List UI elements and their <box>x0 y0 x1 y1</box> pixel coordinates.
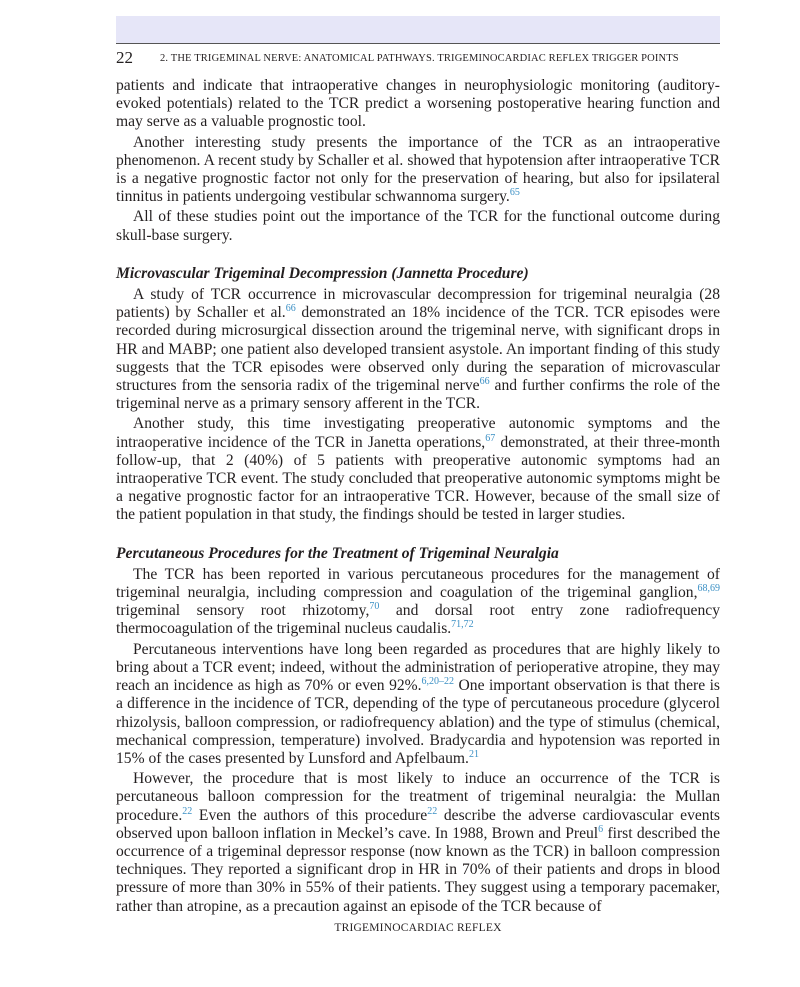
header-band <box>116 16 720 43</box>
paragraph <box>116 77 720 132</box>
paragraph-text: A study of TCR occurrence in microvascular decompression for trigeminal neuralgia (28 patients) by Schaller et al. <box>116 286 720 322</box>
paragraph-text: Percutaneous interventions have long been regarded as procedures that are highly likely to bring about a TCR event; indeed, without the administration of perioperative atropine, they may reach an incidence as high as 70% or even 92%. <box>116 640 720 695</box>
paragraph-text: Even the authors of this procedure <box>192 806 428 824</box>
reference-link[interactable]: 6,20–22 <box>421 675 455 687</box>
paragraph-text: trigeminal sensory root rhizotomy, <box>116 602 370 620</box>
paragraph-text: However, the procedure that is most likely to induce an occurrence of the TCR is percutaneous balloon compression for the treatment of trigeminal neuralgia: the Mullan procedure. <box>116 770 720 824</box>
paragraph-text: first described the occurrence of a trigeminal depressor response (now known as the TCR) in balloon compression techniques. They reported a significant drop in HR in 70% of their patients and drops in blood pressure of more than 30% in 55% of their patients. They suggest using a temporary pacemaker, rather than atropine, as a precaution against an episode of the TCR because of <box>116 824 720 915</box>
section-heading: Percutaneous Procedures for the Treatment of Trigeminal Neuralgia <box>116 544 559 562</box>
page-footer: TRIGEMINOCARDIAC REFLEX <box>334 922 502 934</box>
reference-link[interactable]: 22 <box>427 805 438 817</box>
paragraph-text: The TCR has been reported in various percutaneous procedures for the management of trigeminal neuralgia, including compression and coagulation of the trigeminal ganglion, <box>116 565 720 602</box>
paragraph <box>116 286 720 413</box>
page-number: 22 <box>116 48 133 67</box>
reference-link[interactable]: 21 <box>468 748 479 760</box>
paragraph-text: patients and indicate that intraoperative changes in neurophysiologic monitoring (auditory-evoked potentials) related to the TCR predict a worsening postoperative hearing function and may serve as a valuable prognostic tool. <box>116 77 720 131</box>
reference-link[interactable]: 22 <box>182 805 193 817</box>
reference-link[interactable]: 6 <box>598 823 604 835</box>
paragraph-text: Another study, this time investigating preoperative autonomic symptoms and the intraoperative incidence of the TCR in Janetta operations, <box>116 415 720 451</box>
body-text <box>116 77 720 916</box>
paragraph-text: demonstrated, at their three-month follow-up, that 2 (40%) of 5 patients with preoperative autonomic symptoms had an intraoperative TCR event. The study concluded that preoperative autonomic symptoms might be a negative prognostic factor for an intraoperative TCR. However, because of the small size of the patient population in that study, the findings should be tested in larger studies. <box>116 433 721 524</box>
header-rule <box>116 43 720 44</box>
paragraph <box>116 208 720 244</box>
paragraph <box>116 566 720 639</box>
paragraph <box>116 134 720 207</box>
running-head: 2. THE TRIGEMINAL NERVE: ANATOMICAL PATHWAYS. TRIGEMINOCARDIAC REFLEX TRIGGER POINTS <box>160 53 679 64</box>
reference-link[interactable]: 71,72 <box>451 619 474 631</box>
paragraph-text: demonstrated an 18% incidence of the TCR. TCR episodes were recorded during microsurgical dissection around the trigeminal nerve, with significant drops in HR and MABP; one patient also developed transient asystole. An important finding of this study suggests that the TCR episodes were observed only during the separation of microvascular structures from the sensoria radix of the trigeminal nerve <box>116 304 720 395</box>
paragraph <box>116 415 720 524</box>
paragraph-text: Another interesting study presents the importance of the TCR as an intraoperative phenomenon. A recent study by Schaller et al. showed that hypotension after intraoperative TCR is a negative prognostic factor not only for the preservation of hearing, but also for ipsilateral tinnitus in patients undergoing vestibular schwannoma surgery. <box>116 133 720 206</box>
reference-link[interactable]: 68,69 <box>697 582 720 594</box>
paragraph-text: All of these studies point out the importance of the TCR for the functional outcome during skull-base surgery. <box>116 208 720 244</box>
paragraph <box>116 770 720 916</box>
paragraph <box>116 641 720 768</box>
paragraph-text: and further confirms the role of the trigeminal nerve as a primary sensory afferent in the TCR. <box>116 377 720 413</box>
reference-link[interactable]: 66 <box>479 375 490 387</box>
reference-link[interactable]: 67 <box>485 432 496 444</box>
paragraph-text: One important observation is that there is a difference in the incidence of TCR, depending of the type of percutaneous procedure (glycerol rhizolysis, balloon compression, or radiofrequency ablation) and the type of stimulus (chemical, mechanical compression, temperature) involved. Bradycardia and hypotension was reported in 15% of the cases presented by Lunsford and Apfelbaum. <box>116 677 720 767</box>
paragraph-text: describe the adverse cardiovascular events observed upon balloon inflation in Meckel’s cave. In 1988, Brown and Preul <box>116 806 720 842</box>
reference-link[interactable]: 65 <box>509 187 520 199</box>
reference-link[interactable]: 70 <box>369 601 380 613</box>
reference-link[interactable]: 66 <box>285 303 296 315</box>
paragraph-text: and dorsal root entry zone radiofrequency thermocoagulation of the trigeminal nucleus caudalis. <box>116 602 720 638</box>
section-heading: Microvascular Trigeminal Decompression (Jannetta Procedure) <box>116 264 529 282</box>
